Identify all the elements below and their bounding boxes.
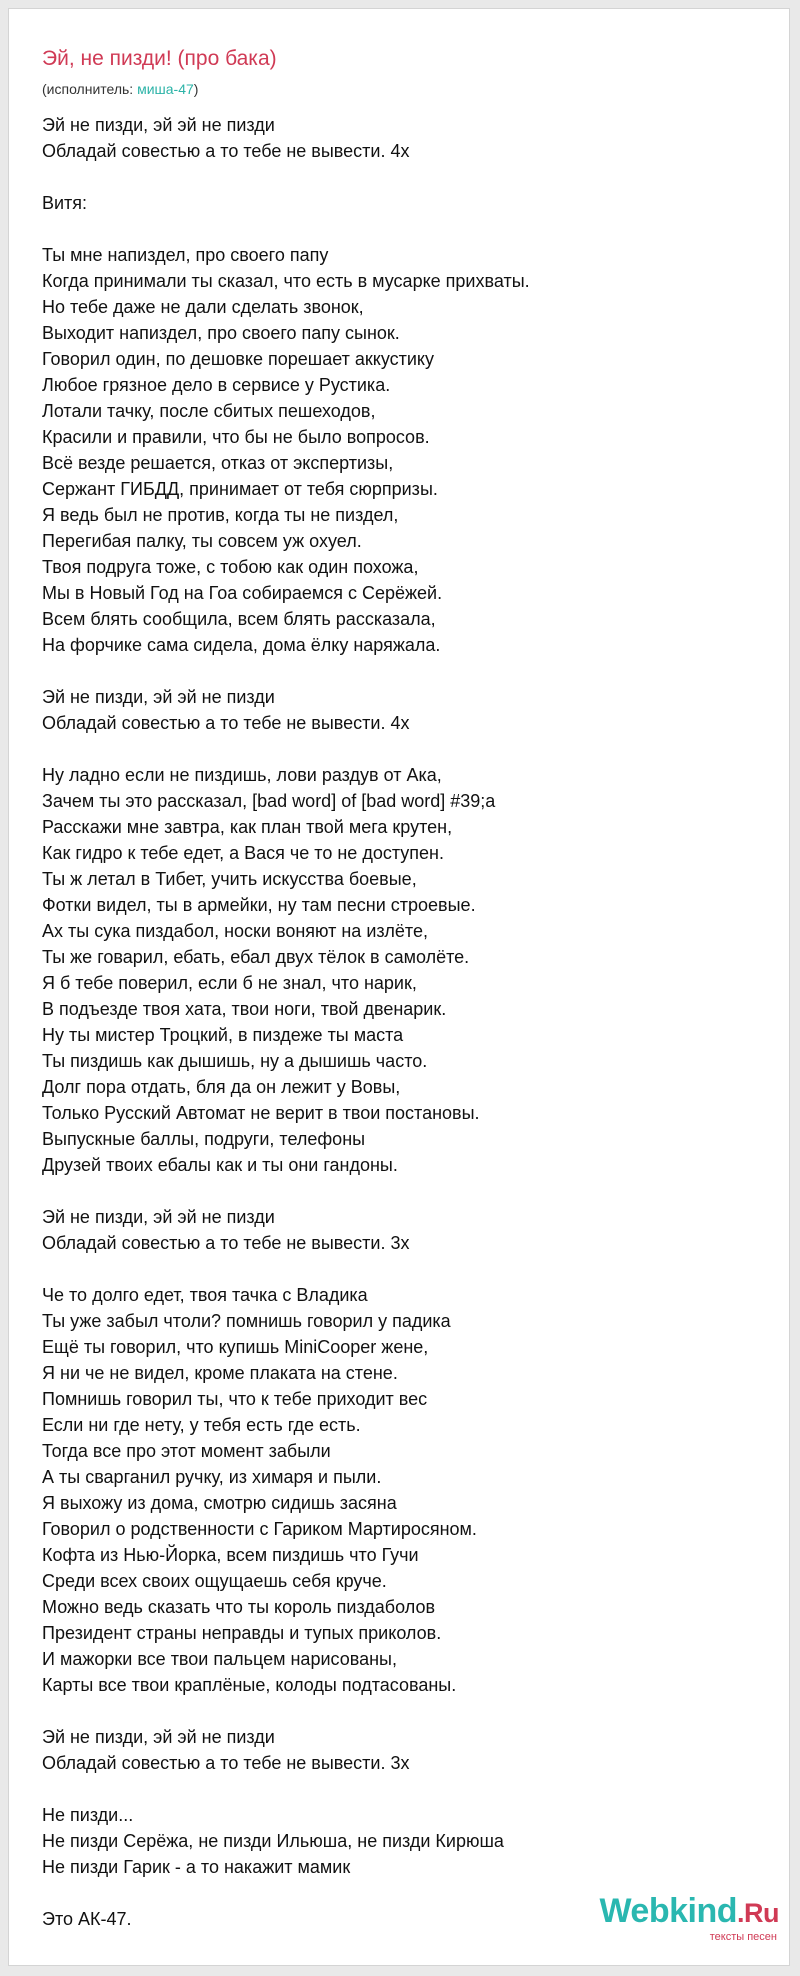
lyric-line: Это АК-47. xyxy=(42,1909,132,1929)
lyric-line xyxy=(42,216,782,242)
lyric-line: Только Русский Автомат не верит в твои постановы. xyxy=(42,1103,480,1123)
lyric-line: Всем блять сообщила, всем блять рассказала, xyxy=(42,609,436,629)
lyric-line: Обладай совестью а то тебе не вывести. 3x xyxy=(42,1233,410,1253)
lyric-line: Я ведь был не против, когда ты не пиздел, xyxy=(42,505,399,525)
lyric-line: Мы в Новый Год на Гоа собираемся с Серёжей. xyxy=(42,583,443,603)
lyric-line xyxy=(42,1256,782,1282)
logo-kind-text: kind xyxy=(669,1892,737,1930)
lyric-line: Ты уже забыл чтоли? помнишь говорил у падика xyxy=(42,1311,451,1331)
lyric-line xyxy=(42,1698,782,1724)
lyric-line: Эй не пизди, эй эй не пизди xyxy=(42,115,275,135)
lyric-line: Зачем ты это рассказал, [bad word] of [bad word] #39;a xyxy=(42,791,496,811)
lyric-line: Обладай совестью а то тебе не вывести. 3x xyxy=(42,1753,410,1773)
logo-tagline: тексты песен xyxy=(709,1931,777,1943)
lyrics-body xyxy=(42,112,782,1932)
lyric-line: Твоя подруга тоже, с тобою как один похожа, xyxy=(42,557,419,577)
lyric-line: Выпускные баллы, подруги, телефоны xyxy=(42,1129,366,1149)
lyric-line: Не пизди Гарик - а то накажит мамик xyxy=(42,1857,351,1877)
lyric-line: Красили и правили, что бы не было вопросов. xyxy=(42,427,430,447)
lyric-line: Ты пиздишь как дышишь, ну а дышишь часто. xyxy=(42,1051,428,1071)
webkind-logo[interactable] xyxy=(599,1894,779,1943)
artist-prefix: (исполнитель: xyxy=(42,81,138,97)
lyric-line: Карты все твои краплёные, колоды подтасованы. xyxy=(42,1675,457,1695)
lyric-line xyxy=(42,1178,782,1204)
lyric-line: Ну ладно если не пиздишь, лови раздув от Ака, xyxy=(42,765,442,785)
lyric-line xyxy=(42,164,782,190)
lyric-line: Друзей твоих ебалы как и ты они гандоны. xyxy=(42,1155,398,1175)
lyric-line: Тогда все про этот момент забыли xyxy=(42,1441,331,1461)
lyric-line: Всё везде решается, отказ от экспертизы, xyxy=(42,453,394,473)
lyric-line: Я б тебе поверил, если б не знал, что нарик, xyxy=(42,973,417,993)
lyric-line: Обладай совестью а то тебе не вывести. 4x xyxy=(42,713,410,733)
lyric-line: Фотки видел, ты в армейки, ну там песни строевые. xyxy=(42,895,476,915)
lyric-line xyxy=(42,736,782,762)
lyric-line: Эй не пизди, эй эй не пизди xyxy=(42,1727,275,1747)
lyric-line: В подъезде твоя хата, твои ноги, твой двенарик. xyxy=(42,999,447,1019)
lyric-line: Эй не пизди, эй эй не пизди xyxy=(42,1207,275,1227)
lyric-line: На форчике сама сидела, дома ёлку наряжала. xyxy=(42,635,441,655)
lyric-line: Любое грязное дело в сервисе у Рустика. xyxy=(42,375,391,395)
lyric-line: Выходит напиздел, про своего папу сынок. xyxy=(42,323,400,343)
logo-web-text: Web xyxy=(599,1892,670,1930)
lyric-line: Ты ж летал в Тибет, учить искусства боевые, xyxy=(42,869,417,889)
lyric-line: Как гидро к тебе едет, а Вася че то не доступен. xyxy=(42,843,444,863)
lyric-line: Говорил один, по дешовке порешает аккустику xyxy=(42,349,435,369)
lyric-line: Если ни где нету, у тебя есть где есть. xyxy=(42,1415,361,1435)
lyric-line: Ты же говарил, ебать, ебал двух тёлок в самолёте. xyxy=(42,947,470,967)
lyric-line: Можно ведь сказать что ты король пиздаболов xyxy=(42,1597,436,1617)
lyric-line: Помнишь говорил ты, что к тебе приходит вес xyxy=(42,1389,428,1409)
lyric-line: Расскажи мне завтра, как план твой мега крутен, xyxy=(42,817,453,837)
lyric-line: Че то долго едет, твоя тачка с Владика xyxy=(42,1285,368,1305)
lyric-line: Витя: xyxy=(42,193,88,213)
lyric-line: Лотали тачку, после сбитых пешеходов, xyxy=(42,401,376,421)
lyric-line: Но тебе даже не дали сделать звонок, xyxy=(42,297,364,317)
lyric-line: Говорил о родственности с Гариком Мартиросяном. xyxy=(42,1519,477,1539)
lyric-line: Я выхожу из дома, смотрю сидишь засяна xyxy=(42,1493,397,1513)
artist-suffix: ) xyxy=(193,81,199,97)
lyric-line: Обладай совестью а то тебе не вывести. 4x xyxy=(42,141,410,161)
lyric-line: И мажорки все твои пальцем нарисованы, xyxy=(42,1649,397,1669)
lyric-line: А ты сварганил ручку, из химаря и пыли. xyxy=(42,1467,382,1487)
logo-ru-text: .Ru xyxy=(737,1898,779,1928)
artist-link[interactable]: миша-47 xyxy=(137,81,194,97)
lyric-line: Ты мне напиздел, про своего папу xyxy=(42,245,329,265)
lyric-line: Ах ты сука пиздабол, носки воняют на излёте, xyxy=(42,921,428,941)
song-title: Эй, не пизди! (про бака) xyxy=(42,47,277,70)
lyrics-page xyxy=(8,8,790,1966)
lyric-line: Среди всех своих ощущаешь себя круче. xyxy=(42,1571,387,1591)
lyric-line: Перегибая палку, ты совсем уж охуел. xyxy=(42,531,362,551)
lyric-line xyxy=(42,658,782,684)
lyric-line: Президент страны неправды и тупых приколов. xyxy=(42,1623,442,1643)
lyric-line: Не пизди Серёжа, не пизди Ильюша, не пизди Кирюша xyxy=(42,1831,504,1851)
lyric-line: Эй не пизди, эй эй не пизди xyxy=(42,687,275,707)
lyric-line: Ещё ты говорил, что купишь MiniCooper жене, xyxy=(42,1337,429,1357)
lyric-line: Не пизди... xyxy=(42,1805,134,1825)
lyric-line: Я ни че не видел, кроме плаката на стене. xyxy=(42,1363,398,1383)
lyric-line: Кофта из Нью-Йорка, всем пиздишь что Гучи xyxy=(42,1545,419,1565)
lyric-line xyxy=(42,1776,782,1802)
artist-line xyxy=(42,81,198,97)
lyric-line: Долг пора отдать, бля да он лежит у Вовы, xyxy=(42,1077,401,1097)
lyric-line: Ну ты мистер Троцкий, в пиздеже ты маста xyxy=(42,1025,404,1045)
lyric-line: Когда принимали ты сказал, что есть в мусарке прихваты. xyxy=(42,271,530,291)
lyric-line: Сержант ГИБДД, принимает от тебя сюрпризы. xyxy=(42,479,438,499)
